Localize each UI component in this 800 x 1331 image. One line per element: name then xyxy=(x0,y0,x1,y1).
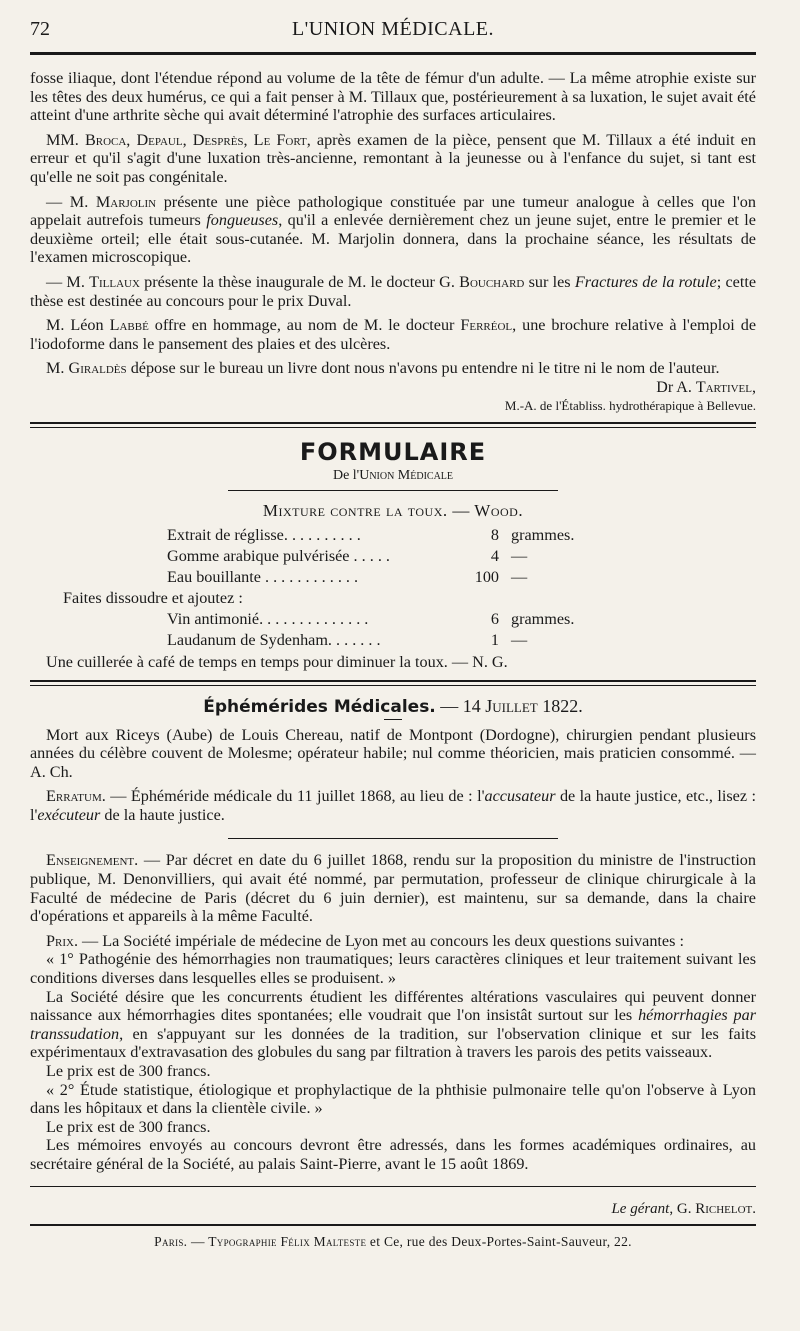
formulaire-title: FORMULAIRE xyxy=(299,437,487,466)
prix-question-1: « 1° Pathogénie des hémorrhagies non traumatiques; leurs caractères cliniques et leur traitement suivant les conditions diverses dans lesquelles elles se produisent. » xyxy=(30,950,756,988)
page-number: 72 xyxy=(30,18,50,40)
recipe-instruction: Faites dissoudre et ajoutez : xyxy=(63,588,243,607)
paragraph-broca: MM. Broca, Depaul, Desprès, Le Fort, après examen de la pièce, pensent que M. Tillaux a été induit en erreur et qu'il s'agit d'une luxation très-ancienne, remontant à la jeunesse ou à l'enfance du sujet, si tant est qu'elle ne soit pas congénitale. xyxy=(30,130,756,186)
section-divider xyxy=(30,680,756,686)
prix-amount-1: Le prix est de 300 francs. xyxy=(46,1062,211,1080)
erratum-paragraph: Erratum. — Éphéméride médicale du 11 juillet 1868, au lieu de : l'accusateur de la haute justice, etc., lisez : l'exécuteur de la haute justice. xyxy=(30,787,756,824)
paragraph-labbe: M. Léon Labbé offre en hommage, au nom de M. le docteur Ferréol, une brochure relative à l'emploi de l'iodoforme dans le pansement des plaies et des ulcères. xyxy=(30,316,756,353)
prix-closing: Les mémoires envoyés au concours devront être adressés, dans les formes académiques ordinaires, au secrétaire général de la Société, au palais Saint-Pierre, avant le 15 août 1869. xyxy=(30,1136,756,1173)
ephemerides-title: Éphémérides Médicales. — 14 Juillet 1822. xyxy=(203,695,583,717)
news-rule xyxy=(228,838,558,839)
recipe xyxy=(30,525,756,672)
formulaire-section xyxy=(30,438,756,672)
formulaire-rule xyxy=(228,490,558,491)
imprint: Paris. — Typographie Félix Malteste et Ce, rue des Deux-Portes-Saint-Sauveur, 22. xyxy=(154,1233,632,1249)
ingredient-row: Laudanum de Sydenham. . . . . . . 1 — xyxy=(167,630,528,649)
section-divider xyxy=(30,422,756,428)
prix-question-1-detail: La Société désire que les concurrents étudient les différentes altérations vasculaires qui peuvent donner naissance aux hémorrhagies dites spontanées; elle voudrait que l'on insistât surtout sur les hémorrhagies par transsudation, en s'appuyant sur les données de la tradition, sur l'observation clinique et sur les faits expérimentaux d'extravasation des globules du sang par filtration à travers les parois des petits vaisseaux. xyxy=(30,987,756,1062)
ephemerides-section xyxy=(30,696,756,825)
paragraph-marjolin: — M. Marjolin présente une pièce pathologique constituée par une tumeur analogue à celles que l'on appelait autrefois tumeurs fongueuses, qu'il a enlevée dernièrement chez un jeune sujet, entre le premier et le deuxième orteil; elle était sous-cutanée. M. Marjolin donnera, dans la prochaine séance, les résultats de l'examen microscopique. xyxy=(30,192,756,267)
running-title: L'UNION MÉDICALE. xyxy=(291,18,495,40)
society-report xyxy=(30,69,756,414)
ingredient-row: Eau bouillante . . . . . . . . . . . . 100 — xyxy=(167,567,528,586)
enseignement-paragraph: Enseignement. — Par décret en date du 6 juillet 1868, rendu sur la proposition du ministre de l'instruction publique, M. Denonvilliers, qui avait été nommé, par permutation, professeur de clinique chirurgicale à la Faculté de médecine de Paris (décret du 6 juin dernier), est maintenu, sur sa demande, dans la chaire d'opérations et appareils à la même Faculté. xyxy=(30,851,756,926)
ingredient-row: Vin antimonié. . . . . . . . . . . . . . 6 grammes. xyxy=(167,609,575,628)
prix-paragraph: Prix. — La Société impériale de médecine de Lyon met au concours les deux questions suivantes : xyxy=(46,931,684,950)
prix-amount-2: Le prix est de 300 francs. xyxy=(46,1117,211,1136)
gerant-signature: Le gérant, G. Richelot. xyxy=(611,1200,756,1217)
recipe-dosage: Une cuillerée à café de temps en temps pour diminuer la toux. — N. G. xyxy=(46,652,508,671)
ingredient-row: Gomme arabique pulvérisée . . . . . 4 — xyxy=(167,546,528,565)
ephemerides-entry: Mort aux Riceys (Aube) de Louis Chereau, natif de Montpont (Dordogne), chirurgien pendant plusieurs années du célèbre couvent de Molesme; opérateur habile; nul comme théoricien, mais praticien consommé. — A. Ch. xyxy=(30,725,756,781)
header-rule xyxy=(30,52,756,55)
recipe-title: Mixture contre la toux. — Wood. xyxy=(262,500,524,520)
news-section xyxy=(30,851,756,1173)
intro-paragraph: fosse iliaque, dont l'étendue répond au volume de la tête de fémur d'un adulte. — La même atrophie existe sur les têtes des deux humérus, ce qui a fait penser à M. Tillaux que, postérieurement à sa luxation, le sujet avait été atteint d'une arthrite sèche qui avait déterminé l'atrophie des surfaces articulaires. xyxy=(30,69,756,125)
ephemerides-rule xyxy=(384,719,402,720)
paragraph-tillaux: — M. Tillaux présente la thèse inaugurale de M. le docteur G. Bouchard sur les Fractures de la rotule; cette thèse est destinée au concours pour le prix Duval. xyxy=(30,272,756,310)
author-signature: Dr A. Tartivel, xyxy=(656,378,756,396)
imprint-rule xyxy=(30,1224,756,1226)
ingredient-row: Extrait de réglisse. . . . . . . . . . 8 grammes. xyxy=(167,525,575,544)
prix-question-2: « 2° Étude statistique, étiologique et prophylactique de la phthisie pulmonaire telle qu'on l'observe à Lyon dans les hôpitaux et dans la clientèle civile. » xyxy=(30,1080,756,1118)
formulaire-subtitle: De l'Union Médicale xyxy=(332,467,454,483)
page-header xyxy=(30,18,756,48)
footer-rule xyxy=(30,1186,756,1187)
author-affiliation: M.-A. de l'Établiss. hydrothérapique à Bellevue. xyxy=(504,397,756,413)
paragraph-giraldes: M. Giraldès dépose sur le bureau un livre dont nous n'avons pu entendre ni le titre ni le nom de l'auteur. xyxy=(46,359,720,378)
